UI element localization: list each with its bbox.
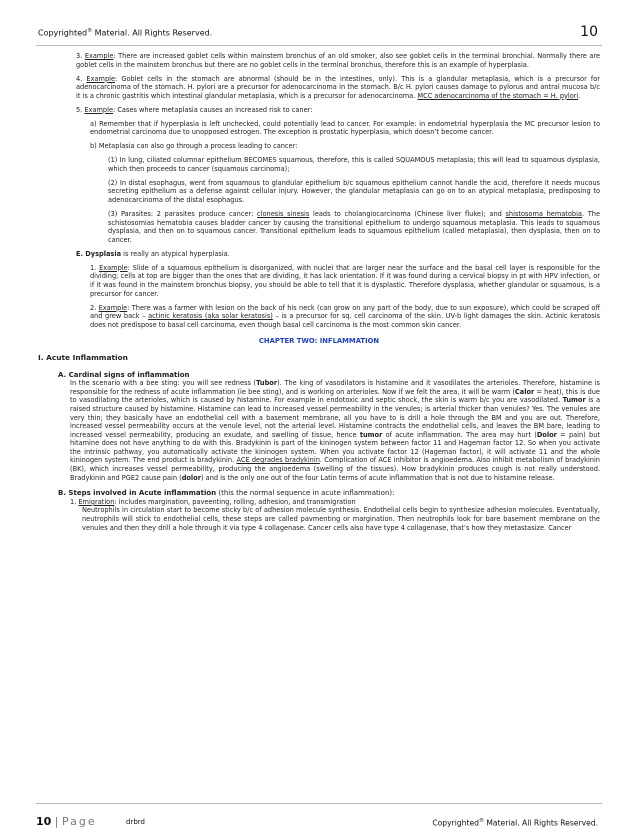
paragraph-dysplasia: E. Dysplasia is really an atypical hyperplasia. <box>76 249 230 258</box>
paragraph-dysplasia-example-2: 2. Example: There was a farmer with lesion on the back of his neck (can grow on any part of the body, due to sun exposure), which could be scraped off and grew back – actinic keratosis (aka solar keratosis) – is a precursor for sq. cell carcinoma of the skin. UV-b light damages the skin. Actinic keratosis does not predispose to basal cell carcinoma, even though basal cell carcinoma is the most common skin cancer. <box>90 303 600 329</box>
footer-author: drbrd <box>126 818 145 826</box>
header-page-number: 10 <box>580 24 598 40</box>
paragraph-example-5: 5. Example: Cases where metaplasia causes an increased risk to caner: <box>76 105 313 114</box>
footer-copyright: Copyrighted® Material. All Rights Reserved. <box>432 818 598 828</box>
paragraph-5b: b) Metaplasia can also go through a process leading to cancer: <box>90 142 298 151</box>
paragraph-5a: a) Remember that if hyperplasia is left unchecked, could potentially lead to cancer. For example: in endometrial hyperplasia the MC precursor lesion to endometrial carcinoma due to unopposed estrogen. The exception is prostatic hyperplasia, which doesn’t become cancer. <box>90 119 600 137</box>
footer-page-number: 10 | Page <box>36 815 97 828</box>
paragraph-emigration: Neutrophils in circulation start to become sticky b/c of adhesion molecule synthesis. Endothelial cells begin to synthesize adhesion molecules. Eventatually, neutrophils will stick to endothelial cells, these steps are called pavmenting or margination. Then neutrophils look for bare basement membrane on the venules and then they drill a hole through it via type 4 collagenase. Cancer cells also have type 4 collagenase, that’s how they metastasize. Cancer <box>82 506 600 532</box>
paragraph-5b-3: (3) Parasites: 2 parasites produce cancer: clonesis sinesis leads to cholangiocarcinoma (Chinese liver fluke); and shistosoma hematobia. The schistosomias hematobia causes bladder cancer by causing the transitional epithelium to undergo squamous metaplasia. This leads to squamous dysplasia, and then on to squamous cancer. Transitional epithelium leads to squamous epithelium (called metaplasia), then dysplasia, then on to cancer. <box>108 210 601 244</box>
paragraph-cardinal-signs: In the scenario with a bee sting: you will see redness (Tubor). The king of vasodilators is histamine and it vasodilates the arterioles. Therefore, histamine is responsible for the redness of acute inflammation (ie bee sting), and is working on arterioles. Now if we felt the area, it will be warm (Calor = heat), this is due to vasodilating the arterioles, which is caused by histamine. For example in endotoxic and septic shock, the skin is warm b/c you are vasodilated. Tumor is a raised structure caused by histamine. Histamine can lead to increased vessel permeability in the venules; is arterial thicker than venules? Yes. The venules are very thin; they basically have an endothelial cell with a basement membrane, all you have to is drill a hole through the BM and you are out. Therefore, increased vessel permeability occurs at the venule level, not the arterial level. Histamine contracts the endothelial cells, and leaves the BM bare, leading to increased vessel permeability, producing an exudate, and swelling of tissue, hence tumor of acute inflammation. The area may hurt (Dolor = pain) but hitamine does not have anything to do with this. Bradykinin is part of the kininogen system between factor 11 and Hageman factor 12. So when you activate the intrinsic pathway, you automatically activate the kininogen system. When you activate factor 12 (Hageman factor), it will activate 11 and the whole kininogen system. The end product is bradykinin. ACE degrades bradykinin. Complication of ACE inhibitor is angioedema. Also inhibit metabolism of bradykinin (BK), which increases vessel permeability, producing the angioedema (swelling of the tissues). How bradykinin produces cough is not really understood. Bradykinin and PGE2 cause pain (dolor) and is the only one out of the four Latin terms of acute inflammation that is not due to histamine release. <box>70 379 600 482</box>
chapter-title: CHAPTER TWO: INFLAMMATION <box>258 337 380 346</box>
step-emigration: 1. Emigration: includes margination, paveenting, rolling, adhesion, and transmigration <box>70 497 356 506</box>
paragraph-example-3: 3. Example: There are increased goblet cells within mainstem bronchus of an old smoker, also see goblet cells in the terminal bronchial. Normally there are goblet cells in the mainstem bronchus but there are no goblet cells in the terminal bronchus, therefore this is an example of hyperplasia. <box>76 52 601 69</box>
header-divider <box>36 45 602 46</box>
header-copyright: Copyrighted® Material. All Rights Reserved. <box>38 28 213 38</box>
paragraph-5b-2: (2) In distal esophagus, went from squamous to glandular epithelium b/c squamous epithelium cannot handle the acid, therefore it needs mucous secreting epithelium as a defense against cellular injury. However, the glandular metaplasia can go on to an atypical metaplasia, predisposing to adenocarcinoma of the distal esophagus. <box>108 178 600 205</box>
paragraph-example-4: 4. Example: Goblet cells in the stomach are abnormal (should be in the intestines, only). This is a glandular metaplasia, which is a precursor for adenocarcinoma of the stomach. H. pylori are a precursor for adenocarcinoma in the stomach. B/c H. pylori causes damage to pylorus and antral mucosa b/c it is a chronic gastritis which intestinal glandular metaplasia, which is a precursor for adenocarcinoma. MCC adenocarcinoma of the stomach = H. pylori. <box>76 74 600 100</box>
document-body <box>38 52 600 538</box>
footer-divider <box>36 803 602 804</box>
page-header <box>38 24 598 42</box>
page-footer <box>36 815 598 829</box>
paragraph-dysplasia-example-1: 1. Example: Slide of a squamous epithelium is disorganized, with nuclei that are larger near the surface and the basal cell layer is responsible for the dividing; cells at top are bigger than the ones that are dividing, it has lack orientation. If it was found during a cervical biopsy in pt with HPV infection, or if it was found in the mainstem bronchus biopsy, you should be able to tell that it is dysplastic. Therefore dysplasia, whether glandular or squamous, is a precursor for cancer. <box>90 263 601 298</box>
subsection-heading-b: B. Steps involved in Acute inflammation (this the normal sequence in acute inflammation): <box>58 489 395 498</box>
paragraph-5b-1: (1) In lung, ciliated columnar epithelium BECOMES squamous, therefore, this is called SQUAMOUS metaplasia; this will lead to squamous dysplasia, which then proceeds to cancer (squamous carcinoma); <box>108 156 600 173</box>
section-heading: I. Acute Inflammation <box>38 352 128 362</box>
subsection-heading-a: A. Cardinal signs of inflammation <box>58 370 190 379</box>
